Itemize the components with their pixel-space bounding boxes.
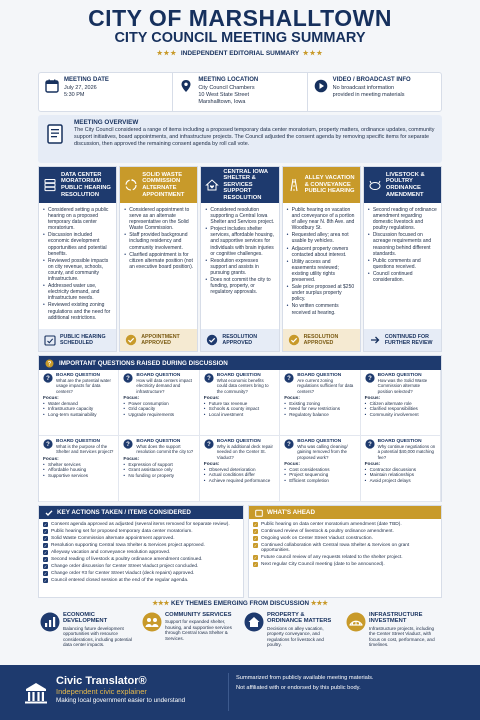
actions-list: [39, 519, 243, 588]
focus-label: Focus:: [43, 395, 59, 401]
whats-ahead: [248, 505, 442, 598]
focus-label: Focus:: [123, 395, 140, 401]
growth-chart-icon: [40, 612, 60, 632]
question-card: [361, 436, 441, 502]
bullet: • Adjacent property owners contacted about interest.: [287, 246, 356, 258]
list-item: [43, 571, 239, 576]
item-text: Continued collaboration with Central Iowa Shelter & Services on grant opportunities.: [261, 543, 410, 554]
checkbox-icon: ✓: [43, 557, 48, 562]
question-text: How was the Solid Waste Commission alternate position selected?: [377, 378, 428, 394]
bullet: • Considered resolution supporting a Central Iowa Shelter and Services project.: [205, 207, 274, 225]
status-text: PUBLIC HEARING SCHEDULED: [60, 333, 106, 346]
question-text: How will data centers impact electricity demand and infrastructure?: [136, 378, 193, 394]
questions-title: IMPORTANT QUESTIONS RAISED DURING DISCUSSION: [59, 359, 228, 367]
question-card: [280, 436, 360, 502]
list-item: [43, 564, 239, 569]
focus-item: • No funding or property: [123, 473, 194, 479]
bullet: • Public hearing on vacation and conveyance of a portion of alley near N. 8th Ave. and Woodbury St.: [287, 207, 356, 231]
theme-title: PROPERTY & ORDINANCE MATTERS: [267, 612, 332, 625]
question-label: BOARD QUESTION: [297, 373, 342, 378]
stars-left: ★★★: [152, 600, 170, 607]
stars-left: ★★★: [156, 50, 178, 57]
calendar-icon: [45, 79, 59, 93]
question-label: BOARD QUESTION: [216, 373, 261, 378]
question-head: [43, 439, 114, 455]
recycle-icon: [124, 178, 138, 192]
topic-header: [283, 167, 360, 203]
meeting-date: [39, 73, 172, 111]
question-card: [200, 370, 280, 436]
play-icon: [314, 79, 328, 93]
key-themes: [38, 600, 442, 662]
calendar-icon: [255, 509, 263, 517]
people-icon: [142, 612, 162, 632]
focus-list: [204, 401, 275, 418]
bullet: • Does not commit the city to funding, property, or regulatory approvals.: [205, 277, 274, 295]
question-bubble-icon: [204, 439, 214, 449]
question-bubble-icon: [123, 373, 133, 383]
question-label: BOARD QUESTION: [136, 439, 181, 444]
focus-item: • Contractor discussions: [365, 467, 436, 473]
checkbox-icon: ✓: [43, 543, 48, 548]
checkbox-icon: ✓: [253, 536, 258, 541]
item-text: Change order #3 for Center Street Viaduct (deck repairs) approved.: [51, 571, 195, 576]
overview-text: The City Council considered a range of items including a proposed temporary data center moratorium, property matters, ordinance updates, community support initiatives, board appointments, and infrastructure projects. The Council adjusted the consent agenda by removing specific items for separate discussion, then approved the remaining consent agenda by roll call vote.: [74, 127, 435, 147]
page-subtitle: CITY COUNCIL MEETING SUMMARY: [114, 30, 366, 46]
document-icon: [44, 123, 66, 145]
question-head: [365, 439, 436, 460]
theme-infrastructure: [344, 610, 442, 650]
topic-title: ALLEY VACATION & CONVEYANCE PUBLIC HEARING: [304, 175, 355, 195]
focus-item: • Actual conditions differ: [204, 472, 275, 478]
topic-title: SOLID WASTE COMMISSION ALTERNATE APPOINTMENT: [142, 171, 185, 198]
themes-header: [38, 600, 442, 610]
topic-title: LIVESTOCK & POULTRY ORDINANCE AMENDMENT: [385, 171, 425, 198]
question-card: [39, 436, 119, 502]
theme-community: [140, 610, 238, 650]
question-label: BOARD QUESTION: [297, 439, 342, 444]
themes-title: KEY THEMES EMERGING FROM DISCUSSION: [170, 600, 310, 607]
focus-item: • Efficient completion: [284, 478, 355, 484]
focus-item: • Regulatory balance: [284, 412, 355, 418]
bullet: • Utility access and easements reviewed; existing utility rights preserved.: [287, 259, 356, 283]
focus-item: • Shelter services: [43, 462, 114, 468]
bullet: • Reviewed existing zoning regulations and the need for additional restrictions.: [43, 302, 112, 320]
theme-text: Decisions on alley vacation, property conveyance, and regulations for livestock and poultry.: [267, 625, 324, 648]
video-line-2: provided in meeting materials: [332, 92, 405, 98]
question-bubble-icon: [365, 439, 375, 449]
checkbox-icon: ✓: [43, 536, 48, 541]
svg-text:?: ?: [47, 361, 52, 368]
list-item: [43, 557, 239, 562]
question-label: BOARD QUESTION: [56, 439, 100, 444]
focus-label: Focus:: [364, 461, 381, 467]
focus-item: • Avoid project delays: [365, 478, 436, 484]
question-card: [361, 370, 441, 436]
bullet: • Staff provided background including residency and community involvement.: [124, 232, 193, 250]
video-label: VIDEO / BROADCAST INFO: [332, 77, 411, 83]
video-info: [307, 73, 441, 111]
bullet: • Public comments and questions received.: [368, 258, 437, 270]
item-text: Public hearing on data center moratorium amendment (date TBD).: [261, 522, 402, 527]
bullet: • Council continued consideration.: [368, 271, 437, 283]
question-label: BOARD QUESTION: [56, 373, 100, 378]
status-badge: [120, 329, 197, 351]
focus-list: [123, 401, 194, 418]
question-icon: [45, 359, 54, 368]
stars-right: ★★★: [310, 600, 328, 607]
page-title: CITY OF MARSHALLTOWN: [88, 5, 392, 31]
topic-bullets: [283, 203, 360, 329]
list-item: [43, 578, 239, 583]
brand-tagline: Independent civic explainer: [56, 687, 147, 696]
focus-label: Focus:: [123, 456, 140, 462]
svg-text:?: ?: [287, 376, 292, 383]
meeting-location: [172, 73, 306, 111]
focus-item: • Upgrade requirements: [123, 412, 194, 418]
checkbox-icon: ✓: [43, 571, 48, 576]
topic-header: [201, 167, 278, 203]
topic-header: [39, 167, 116, 203]
focus-item: • Observed deterioration: [204, 467, 275, 473]
house-icon: [244, 612, 264, 632]
topic-title: DATA CENTER MORATORIUM PUBLIC HEARING RESOLUTION: [61, 171, 111, 198]
focus-list: [43, 401, 114, 418]
key-actions: [38, 505, 244, 598]
bridge-icon: [346, 612, 366, 632]
questions-section: [38, 355, 442, 502]
tagline: [0, 49, 480, 57]
svg-text:?: ?: [206, 376, 211, 383]
focus-item: • Future tax revenue: [204, 401, 275, 407]
focus-item: • Local investment: [204, 412, 275, 418]
list-item: [253, 543, 437, 554]
question-label: BOARD QUESTION: [377, 439, 422, 444]
focus-label: Focus:: [284, 461, 300, 467]
meeting-overview: [38, 115, 442, 163]
checkbox-icon: ✓: [43, 578, 48, 583]
question-card: [119, 370, 199, 436]
focus-item: • Achieve required performance: [204, 478, 275, 484]
focus-list: [284, 401, 355, 418]
theme-title: ECONOMIC DEVELOPMENT: [63, 612, 108, 625]
question-card: [119, 436, 199, 502]
home-heart-icon: [205, 178, 219, 192]
topic-solid-waste: [119, 166, 198, 352]
topic-bullets: [364, 203, 441, 329]
list-item: [253, 536, 437, 541]
bullet: • Resolution expresses support and assists in pursuing grants.: [205, 258, 274, 276]
focus-item: • Citizen alternate role: [365, 401, 436, 407]
brand-name: Civic Translator®: [56, 675, 147, 687]
topic-title: CENTRAL IOWA SHELTER & SERVICES SUPPORT RESOLUTION: [223, 168, 268, 201]
bullet: • Considered setting a public hearing on a proposed temporary data center moratorium.: [43, 207, 112, 231]
list-item: [43, 529, 239, 534]
calendar-check-icon: [44, 334, 56, 346]
item-text: Consent agenda approved as adjusted (several items removed for separate review).: [51, 522, 230, 527]
question-text: What does the support resolution commit the city to?: [136, 444, 194, 455]
overview-title: MEETING OVERVIEW: [74, 119, 139, 126]
ahead-list: [249, 519, 441, 572]
question-head: [284, 439, 355, 460]
svg-text:?: ?: [46, 442, 50, 449]
topic-data-center: [38, 166, 117, 352]
svg-text:?: ?: [206, 442, 211, 449]
item-text: Continued review of livestock & poultry ordinance amendment.: [261, 529, 394, 534]
focus-item: • Need for new restrictions: [284, 406, 355, 412]
bullet: • Reviewed possible impacts on city revenue, schools, county, and community infrastructure.: [43, 258, 112, 282]
svg-text:?: ?: [287, 442, 292, 449]
check-circle-icon: [288, 334, 300, 346]
location-label: MEETING LOCATION: [198, 77, 259, 83]
check-circle-icon: [206, 334, 218, 346]
item-text: Second reading of livestock & poultry ordinance amendment continued.: [51, 557, 203, 562]
footer: [0, 665, 480, 720]
list-item: [253, 555, 437, 560]
status-text: RESOLUTION APPROVED: [303, 333, 339, 346]
checkbox-icon: ✓: [253, 555, 258, 561]
bullet: • Discussion focused on acreage requirements and reasoning behind different standards.: [368, 232, 437, 256]
bullet: • Discussion included economic development opportunities and potential benefits.: [43, 232, 112, 256]
actions-title: KEY ACTIONS TAKEN / ITEMS CONSIDERED: [57, 509, 191, 516]
theme-title: COMMUNITY SERVICES: [165, 612, 232, 618]
question-card: [280, 370, 360, 436]
question-head: [123, 439, 194, 455]
question-text: Why is additional deck repair needed on the Center St. Viaduct?: [216, 444, 273, 460]
svg-text:?: ?: [126, 442, 131, 449]
question-bubble-icon: [204, 373, 214, 383]
status-badge: [283, 329, 360, 351]
question-head: [365, 373, 436, 394]
svg-text:?: ?: [367, 442, 372, 449]
focus-item: • Infrastructure capacity: [43, 406, 114, 412]
bullet: • Clarified appointment is for citizen alternate position (not an executive board position).: [124, 252, 193, 270]
topic-bullets: [201, 203, 278, 329]
questions-grid: [39, 370, 441, 502]
bullet: • Second reading of ordinance amendment regarding domestic livestock and poultry regulations.: [368, 207, 437, 231]
focus-list: [284, 467, 355, 484]
status-text: CONTINUED FOR FURTHER REVIEW: [384, 333, 433, 346]
focus-list: [123, 462, 194, 479]
bullet: • No written comments received at hearing.: [287, 303, 356, 315]
check-circle-icon: [125, 334, 137, 346]
bullet: • Project includes shelter services, affordable housing, and supportive services for individuals with brain injuries or cognitive challenges.: [205, 226, 274, 256]
question-text: Why continue negotiations on a potential $40,000 matching fee?: [377, 444, 436, 460]
brand-block: [56, 675, 185, 704]
focus-item: • Community involvement: [365, 412, 436, 418]
focus-item: • Grant assistance only: [123, 467, 194, 473]
theme-economic: [38, 610, 136, 650]
video-line-1: No broadcast information: [332, 85, 395, 91]
focus-label: Focus:: [284, 395, 300, 401]
item-text: Next regular City Council meeting (date to be announced).: [261, 562, 385, 568]
focus-item: • Cost considerations: [284, 467, 355, 473]
question-head: [204, 373, 275, 394]
disclaimer: Not affiliated with or endorsed by this public body.: [236, 685, 361, 691]
item-text: Future council review of any requests related to the shelter project.: [261, 555, 403, 561]
focus-item: • Long-term sustainability: [43, 412, 114, 418]
item-text: Solid Waste Commission alternate appointment approved.: [51, 536, 175, 541]
focus-label: Focus:: [43, 456, 59, 462]
question-bubble-icon: [284, 373, 294, 383]
focus-item: • Grid capacity: [123, 406, 194, 412]
location-line-1: City Council Chambers: [198, 85, 255, 91]
focus-item: • Maintain relationships: [365, 472, 436, 478]
theme-title: INFRASTRUCTURE INVESTMENT: [369, 612, 423, 625]
footer-divider: [228, 673, 229, 711]
bullet: • Sale price proposed at $250 under surplus property policy.: [287, 284, 356, 302]
list-item: [43, 522, 239, 527]
focus-list: [204, 467, 275, 484]
actions-header: [39, 506, 243, 519]
focus-label: Focus:: [364, 395, 381, 401]
list-item: [43, 543, 239, 548]
question-bubble-icon: [365, 373, 375, 383]
bullet: • Addressed water use, electricity demand, and infrastructure needs.: [43, 283, 112, 301]
header: [0, 0, 480, 70]
check-icon: [45, 509, 53, 517]
tag-text: INDEPENDENT EDITORIAL SUMMARY: [180, 50, 300, 57]
item-text: Public hearing set for proposed temporary data center moratorium.: [51, 529, 193, 534]
checkbox-icon: ✓: [253, 543, 258, 548]
checkbox-icon: ✓: [43, 564, 48, 569]
stars-right: ★★★: [302, 50, 324, 57]
focus-item: • Schools & county impact: [204, 406, 275, 412]
focus-item: • Clarified responsibilities: [365, 406, 436, 412]
source-note: Summarized from publicly available meeting materials.: [236, 675, 374, 681]
question-head: [284, 373, 355, 394]
arrow-right-icon: [369, 334, 381, 346]
question-head: [123, 373, 194, 394]
time-value: 5:30 PM: [64, 92, 85, 98]
focus-item: • Expression of support: [123, 462, 194, 468]
ahead-title: WHAT'S AHEAD: [267, 509, 316, 516]
question-text: What economic benefits could data centers bring to the community?: [216, 378, 269, 394]
topic-bullets: [39, 203, 116, 329]
location-line-3: Marshalltown, Iowa: [198, 99, 246, 105]
livestock-icon: [368, 178, 382, 192]
location-line-2: 10 West State Street: [198, 92, 249, 98]
checkbox-icon: ✓: [253, 529, 258, 534]
topic-header: [120, 167, 197, 203]
item-text: Ongoing work on Center Street Viaduct construction.: [261, 536, 373, 541]
status-badge: [201, 329, 278, 351]
themes-grid: [38, 610, 442, 650]
status-text: APPOINTMENT APPROVED: [141, 333, 180, 346]
question-head: [43, 373, 114, 394]
question-label: BOARD QUESTION: [136, 373, 181, 378]
questions-header: [39, 356, 441, 370]
topic-bullets: [120, 203, 197, 329]
focus-list: [43, 462, 114, 479]
question-label: BOARD QUESTION: [377, 373, 422, 378]
status-text: RESOLUTION APPROVED: [222, 333, 258, 346]
focus-item: • Affordable housing: [43, 467, 114, 473]
checkbox-icon: ✓: [43, 529, 48, 534]
status-badge: [39, 329, 116, 351]
svg-text:?: ?: [367, 376, 372, 383]
road-icon: [287, 178, 301, 192]
date-value: July 27, 2026: [64, 85, 97, 91]
focus-item: • Supportive services: [43, 473, 114, 479]
topic-columns: [38, 166, 442, 352]
question-label: BOARD QUESTION: [216, 439, 261, 444]
topic-shelter: [200, 166, 279, 352]
meeting-info-bar: [38, 72, 442, 112]
ahead-header: [249, 506, 441, 519]
bullet: • Considered appointment to serve as an alternate representative on the Solid Waste Commission.: [124, 207, 193, 231]
list-item: [253, 562, 437, 567]
question-text: Are current zoning regulations sufficient for data centers?: [297, 378, 354, 394]
question-card: [39, 370, 119, 436]
bullet: • Requested alley; area not usable by vehicles.: [287, 232, 356, 244]
checkbox-icon: ✓: [253, 522, 258, 527]
topic-alley-vacation: [282, 166, 361, 352]
theme-text: Infrastructure projects, including the Center Street Viaduct, with focus on cost, performance, and timelines.: [369, 625, 435, 648]
list-item: [253, 529, 437, 534]
svg-text:?: ?: [46, 376, 50, 383]
question-text: What are the potential water usage impacts for data centers?: [56, 378, 111, 394]
location-pin-icon: [179, 79, 193, 93]
checkbox-icon: ✓: [43, 550, 48, 555]
svg-text:?: ?: [126, 376, 131, 383]
checkbox-icon: ✓: [253, 562, 258, 568]
focus-label: Focus:: [203, 461, 220, 467]
topic-livestock: [363, 166, 442, 352]
question-bubble-icon: [284, 439, 294, 449]
list-item: [43, 536, 239, 541]
focus-item: • Water demand: [43, 401, 114, 407]
item-text: Resolution supporting Central Iowa Shelter & Services project approved.: [51, 543, 205, 548]
topic-header: [364, 167, 441, 203]
capitol-building-icon: [22, 678, 50, 706]
item-text: Change order discussion for Center Street Viaduct project concluded.: [51, 564, 199, 569]
theme-text: Support for expanded shelter, housing, and supportive services through Central Iowa Shelter & Services.: [165, 619, 232, 641]
server-icon: [43, 178, 57, 192]
focus-item: • Project sequencing: [284, 472, 355, 478]
question-bubble-icon: [123, 439, 133, 449]
question-bubble-icon: [43, 373, 53, 383]
focus-item: • Power consumption: [123, 401, 194, 407]
item-text: Council entered closed session at the end of the regular agenda.: [51, 578, 189, 583]
date-label: MEETING DATE: [64, 77, 109, 83]
list-item: [253, 522, 437, 527]
theme-property: [242, 610, 340, 650]
checkbox-icon: ✓: [43, 522, 48, 527]
focus-label: Focus:: [203, 395, 220, 401]
list-item: [43, 550, 239, 555]
question-bubble-icon: [43, 439, 53, 449]
footer-notes: [236, 675, 416, 692]
status-badge: [364, 329, 441, 351]
brand-slogan: Making local government easier to understand: [56, 697, 186, 704]
question-text: Who was calling cleaning/ gaining removed from the proposed work?: [297, 444, 348, 460]
focus-list: [365, 401, 436, 418]
question-text: What is the purpose of the Shelter and Services project?: [56, 444, 114, 455]
focus-item: • Existing zoning: [284, 401, 355, 407]
theme-text: Balancing future development opportunities with resource considerations, including potential data center impacts.: [63, 625, 132, 648]
focus-list: [365, 467, 436, 484]
item-text: Alleyway vacation and conveyance resolution approved.: [51, 550, 171, 555]
question-card: [200, 436, 280, 502]
question-head: [204, 439, 275, 460]
